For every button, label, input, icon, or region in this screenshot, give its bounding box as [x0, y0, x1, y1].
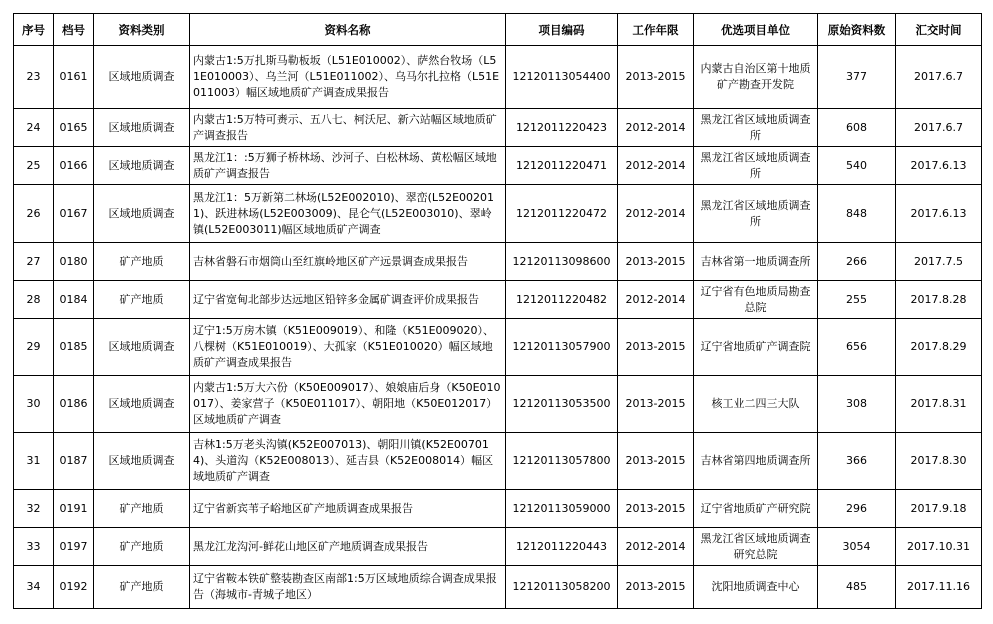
cell-category: 区域地质调查: [94, 433, 190, 490]
cell-seq: 29: [14, 319, 54, 376]
cell-count: 266: [818, 243, 896, 281]
cell-code: 1212011220443: [506, 528, 618, 566]
cell-category: 矿产地质: [94, 490, 190, 528]
cell-unit: 吉林省第一地质调查所: [694, 243, 818, 281]
cell-category: 矿产地质: [94, 281, 190, 319]
header-unit: 优选项目单位: [694, 14, 818, 46]
cell-count: 3054: [818, 528, 896, 566]
cell-file-no: 0184: [54, 281, 94, 319]
cell-name: 辽宁省新宾苇子峪地区矿产地质调查成果报告: [190, 490, 506, 528]
cell-category: 矿产地质: [94, 243, 190, 281]
cell-unit: 黑龙江省区域地质调查所: [694, 109, 818, 147]
cell-seq: 34: [14, 566, 54, 609]
cell-code: 12120113057900: [506, 319, 618, 376]
cell-file-no: 0161: [54, 46, 94, 109]
header-date: 汇交时间: [896, 14, 982, 46]
cell-unit: 辽宁省地质矿产调查院: [694, 319, 818, 376]
cell-count: 377: [818, 46, 896, 109]
data-table: [13, 13, 982, 609]
cell-category: 区域地质调查: [94, 319, 190, 376]
cell-unit: 辽宁省地质矿产研究院: [694, 490, 818, 528]
cell-name: 内蒙古1:5万扎斯马勒板坂（L51E010002）、萨然台牧场（L51E010003）、乌兰河（L51E011002）、乌马尔扎拉格（L51E011003）幅区域地质矿产调查成果报告: [190, 46, 506, 109]
cell-name: 吉林1:5万老头沟镇(K52E007013)、朝阳川镇(K52E007014)、头道沟（K52E008013）、延吉县（K52E008014）幅区域地质矿产调查: [190, 433, 506, 490]
cell-code: 1212011220472: [506, 185, 618, 243]
cell-seq: 23: [14, 46, 54, 109]
cell-name: 黑龙江1：5万新第二林场(L52E002010)、翠峦(L52E002011)、跃进林场(L52E003009)、昆仑气(L52E003010)、翠岭镇(L52E003011)幅区域地质矿产调查: [190, 185, 506, 243]
cell-count: 308: [818, 376, 896, 433]
cell-name: 黑龙江龙沟河-鲜花山地区矿产地质调查成果报告: [190, 528, 506, 566]
table-row: [14, 185, 982, 243]
cell-years: 2013-2015: [618, 46, 694, 109]
cell-category: 矿产地质: [94, 566, 190, 609]
header-years: 工作年限: [618, 14, 694, 46]
cell-code: 12120113059000: [506, 490, 618, 528]
cell-years: 2013-2015: [618, 376, 694, 433]
cell-unit: 核工业二四三大队: [694, 376, 818, 433]
cell-date: 2017.11.16: [896, 566, 982, 609]
cell-years: 2012-2014: [618, 185, 694, 243]
cell-category: 区域地质调查: [94, 376, 190, 433]
cell-code: 1212011220423: [506, 109, 618, 147]
cell-file-no: 0191: [54, 490, 94, 528]
cell-unit: 沈阳地质调查中心: [694, 566, 818, 609]
cell-count: 255: [818, 281, 896, 319]
cell-date: 2017.6.13: [896, 185, 982, 243]
cell-category: 区域地质调查: [94, 147, 190, 185]
cell-name: 辽宁省宽甸北部步达远地区铅锌多金属矿调查评价成果报告: [190, 281, 506, 319]
cell-file-no: 0187: [54, 433, 94, 490]
cell-years: 2013-2015: [618, 319, 694, 376]
cell-unit: 吉林省第四地质调查所: [694, 433, 818, 490]
cell-date: 2017.6.13: [896, 147, 982, 185]
cell-date: 2017.8.28: [896, 281, 982, 319]
cell-years: 2012-2014: [618, 281, 694, 319]
table-row: [14, 281, 982, 319]
table-row: [14, 376, 982, 433]
table-row: [14, 433, 982, 490]
cell-date: 2017.6.7: [896, 109, 982, 147]
cell-unit: 黑龙江省区域地质调查所: [694, 185, 818, 243]
cell-file-no: 0167: [54, 185, 94, 243]
cell-date: 2017.8.30: [896, 433, 982, 490]
cell-category: 区域地质调查: [94, 46, 190, 109]
cell-date: 2017.8.29: [896, 319, 982, 376]
cell-name: 内蒙古1:5万特可赉示、五八七、柯沃尼、新六站幅区域地质矿产调查报告: [190, 109, 506, 147]
cell-name: 辽宁1:5万房木镇（K51E009019）、和隆（K51E009020）、八棵树（K51E010019）、大孤家（K51E010020）幅区域地质矿产调查成果报告: [190, 319, 506, 376]
cell-file-no: 0165: [54, 109, 94, 147]
header-category: 资料类别: [94, 14, 190, 46]
cell-file-no: 0186: [54, 376, 94, 433]
cell-years: 2012-2014: [618, 147, 694, 185]
cell-date: 2017.6.7: [896, 46, 982, 109]
cell-count: 485: [818, 566, 896, 609]
cell-code: 12120113053500: [506, 376, 618, 433]
cell-seq: 30: [14, 376, 54, 433]
table-row: [14, 528, 982, 566]
cell-code: 12120113058200: [506, 566, 618, 609]
cell-years: 2012-2014: [618, 109, 694, 147]
cell-date: 2017.7.5: [896, 243, 982, 281]
table-row: [14, 243, 982, 281]
header-name: 资料名称: [190, 14, 506, 46]
cell-count: 656: [818, 319, 896, 376]
cell-years: 2013-2015: [618, 566, 694, 609]
cell-years: 2012-2014: [618, 528, 694, 566]
cell-seq: 25: [14, 147, 54, 185]
cell-date: 2017.9.18: [896, 490, 982, 528]
cell-count: 608: [818, 109, 896, 147]
cell-file-no: 0166: [54, 147, 94, 185]
table-row: [14, 319, 982, 376]
header-row: [14, 14, 982, 46]
cell-seq: 33: [14, 528, 54, 566]
cell-category: 矿产地质: [94, 528, 190, 566]
cell-seq: 31: [14, 433, 54, 490]
cell-seq: 26: [14, 185, 54, 243]
cell-name: 吉林省磐石市烟筒山至红旗岭地区矿产远景调查成果报告: [190, 243, 506, 281]
header-count: 原始资料数: [818, 14, 896, 46]
table-row: [14, 490, 982, 528]
cell-seq: 27: [14, 243, 54, 281]
cell-category: 区域地质调查: [94, 185, 190, 243]
cell-file-no: 0197: [54, 528, 94, 566]
cell-years: 2013-2015: [618, 243, 694, 281]
cell-unit: 黑龙江省区域地质调查研究总院: [694, 528, 818, 566]
cell-unit: 内蒙古自治区第十地质矿产勘查开发院: [694, 46, 818, 109]
cell-name: 内蒙古1:5万大六份（K50E009017）、娘娘庙后身（K50E010017）、姜家营子（K50E011017）、朝阳地（K50E012017）区域地质矿产调查: [190, 376, 506, 433]
table-row: [14, 46, 982, 109]
cell-unit: 辽宁省有色地质局勘查总院: [694, 281, 818, 319]
cell-category: 区域地质调查: [94, 109, 190, 147]
table-row: [14, 109, 982, 147]
cell-years: 2013-2015: [618, 433, 694, 490]
cell-code: 12120113054400: [506, 46, 618, 109]
cell-years: 2013-2015: [618, 490, 694, 528]
cell-code: 12120113057800: [506, 433, 618, 490]
cell-code: 1212011220482: [506, 281, 618, 319]
cell-seq: 24: [14, 109, 54, 147]
header-code: 项目编码: [506, 14, 618, 46]
cell-seq: 32: [14, 490, 54, 528]
cell-name: 黑龙江1：:5万狮子桥林场、沙河子、白松林场、黄松幅区域地质矿产调查报告: [190, 147, 506, 185]
cell-count: 296: [818, 490, 896, 528]
cell-date: 2017.8.31: [896, 376, 982, 433]
table-row: [14, 566, 982, 609]
cell-count: 848: [818, 185, 896, 243]
table-row: [14, 147, 982, 185]
cell-unit: 黑龙江省区域地质调查所: [694, 147, 818, 185]
cell-date: 2017.10.31: [896, 528, 982, 566]
cell-code: 12120113098600: [506, 243, 618, 281]
cell-seq: 28: [14, 281, 54, 319]
header-seq: 序号: [14, 14, 54, 46]
cell-file-no: 0185: [54, 319, 94, 376]
cell-count: 366: [818, 433, 896, 490]
header-file-no: 档号: [54, 14, 94, 46]
cell-code: 1212011220471: [506, 147, 618, 185]
cell-file-no: 0180: [54, 243, 94, 281]
cell-name: 辽宁省鞍本铁矿整装勘查区南部1:5万区域地质综合调查成果报告（海城市-青城子地区）: [190, 566, 506, 609]
cell-file-no: 0192: [54, 566, 94, 609]
cell-count: 540: [818, 147, 896, 185]
